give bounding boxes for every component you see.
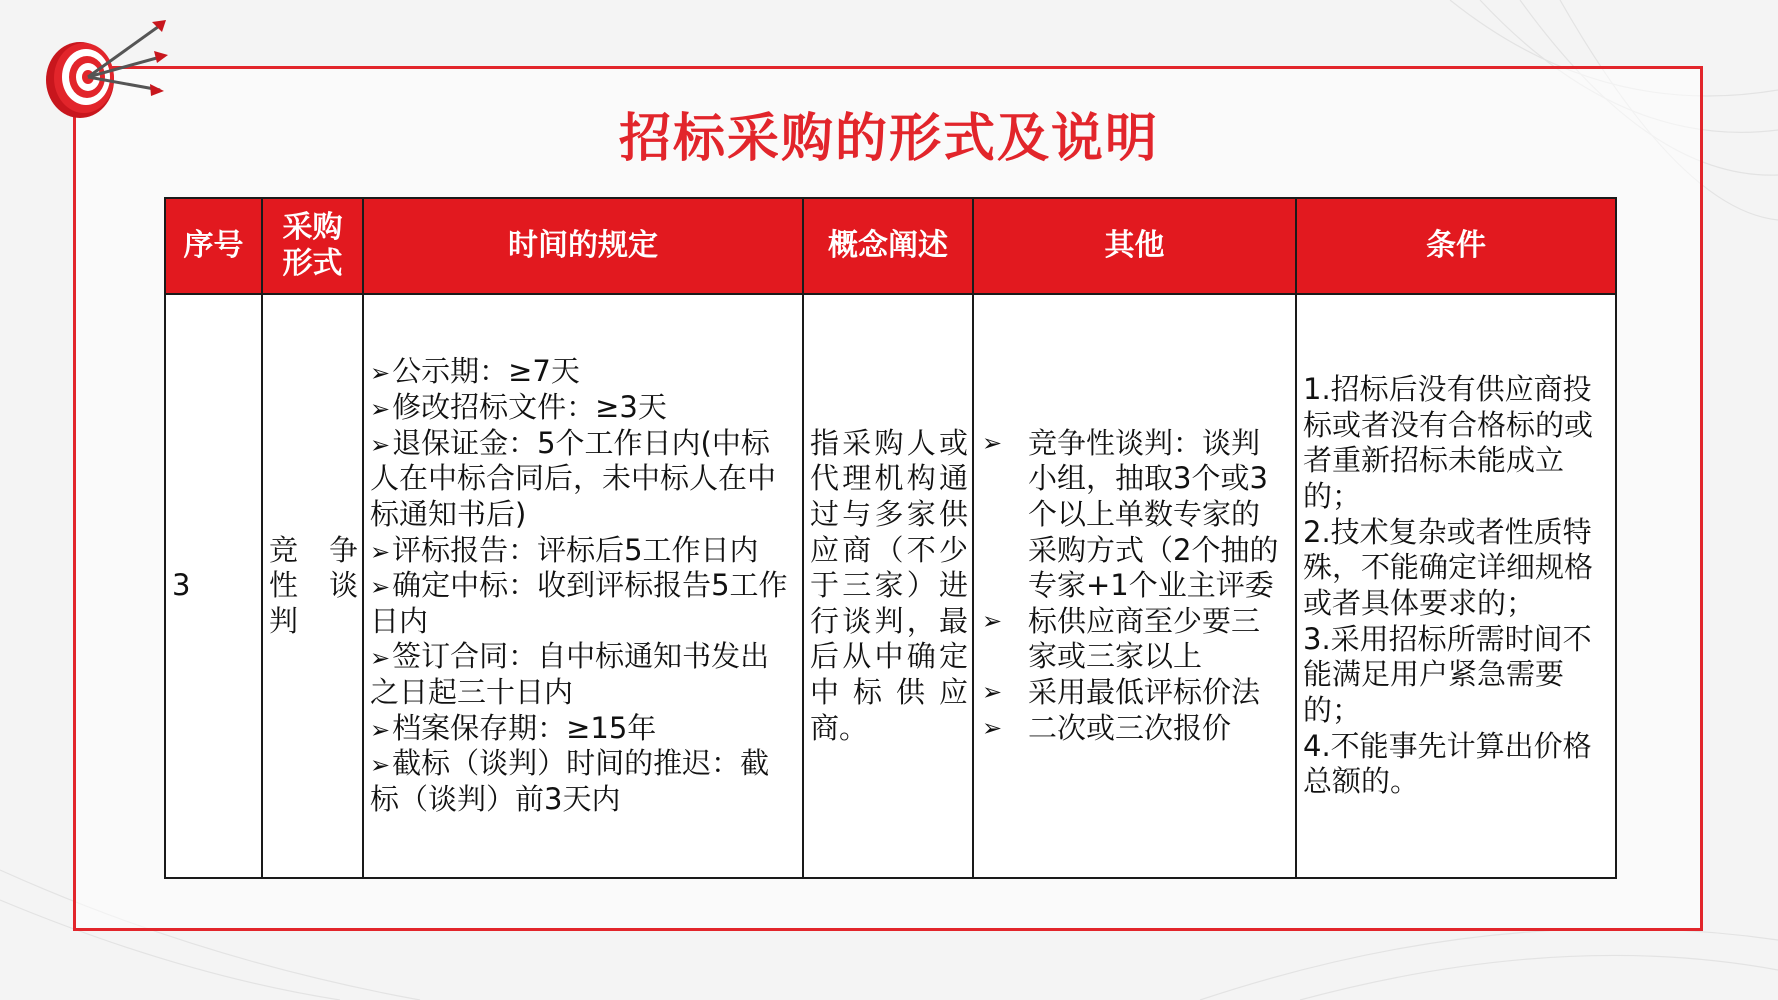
form-text: 竞 争 性 谈 判	[269, 532, 358, 638]
time-item: ➢修改招标文件：≥3天	[370, 389, 667, 424]
arrow-bullet-icon: ➢	[370, 359, 391, 388]
arrow-bullet-icon: ➢	[370, 537, 391, 566]
header-other: 其他	[973, 198, 1296, 294]
other-item: ➢ 竞争性谈判：谈判小组，抽取3个或3个以上单数专家的采购方式（2个抽的专家+1个业主评委	[982, 425, 1279, 603]
time-item: ➢签订合同：自中标通知书发出之日起三十日内	[370, 639, 770, 710]
procurement-table	[164, 197, 1617, 879]
table-row	[165, 294, 1616, 878]
other-item: ➢ 二次或三次报价	[982, 710, 1232, 745]
condition-item: 4.不能事先计算出价格总额的。	[1303, 728, 1592, 799]
table-header-row	[165, 198, 1616, 294]
header-form-line1: 采购	[282, 210, 343, 245]
arrow-bullet-icon: ➢	[370, 394, 391, 423]
cell-other	[973, 294, 1296, 878]
arrow-bullet-icon: ➢	[982, 713, 1003, 742]
time-item: ➢退保证金：5个工作日内(中标人在中标合同后，未中标人在中标通知书后)	[370, 425, 777, 531]
other-item: ➢ 标供应商至少要三家或三家以上	[982, 603, 1261, 674]
cell-concept: 指采购人或代理机构通过与多家供应商（不少于三家）进行谈判，最后从中确定中标供应商。	[803, 294, 973, 878]
condition-item: 2.技术复杂或者性质特殊，不能确定详细规格或者具体要求的；	[1303, 514, 1594, 620]
arrow-bullet-icon: ➢	[982, 678, 1003, 707]
arrow-bullet-icon: ➢	[982, 606, 1003, 635]
arrow-bullet-icon: ➢	[982, 428, 1003, 457]
arrow-bullet-icon: ➢	[370, 715, 391, 744]
cell-num: 3	[165, 294, 262, 878]
page-title: 招标采购的形式及说明	[618, 109, 1159, 169]
header-concept: 概念阐述	[803, 198, 973, 294]
cell-conditions	[1296, 294, 1616, 878]
arrow-bullet-icon: ➢	[370, 751, 391, 780]
time-item: ➢评标报告：评标后5工作日内	[370, 532, 759, 567]
header-num: 序号	[165, 198, 262, 294]
time-item: ➢确定中标：收到评标报告5工作日内	[370, 568, 788, 638]
condition-item: 3.采用招标所需时间不能满足用户紧急需要的；	[1303, 621, 1592, 727]
time-item: ➢档案保存期：≥15年	[370, 710, 657, 745]
arrow-bullet-icon: ➢	[370, 644, 391, 673]
other-item: ➢ 采用最低评标价法	[982, 675, 1261, 710]
arrow-bullet-icon: ➢	[370, 430, 391, 459]
cell-form	[262, 294, 363, 878]
header-conditions: 条件	[1296, 198, 1616, 294]
time-item: ➢截标（谈判）时间的推迟：截标（谈判）前3天内	[370, 746, 770, 817]
header-form	[262, 198, 363, 294]
cell-time	[363, 294, 803, 878]
condition-item: 1.招标后没有供应商投标或者没有合格标的或者重新招标未能成立的；	[1303, 372, 1594, 514]
header-time: 时间的规定	[363, 198, 803, 294]
arrow-bullet-icon: ➢	[370, 573, 391, 602]
time-item: ➢公示期：≥7天	[370, 354, 580, 389]
header-form-line2: 形式	[282, 246, 343, 281]
